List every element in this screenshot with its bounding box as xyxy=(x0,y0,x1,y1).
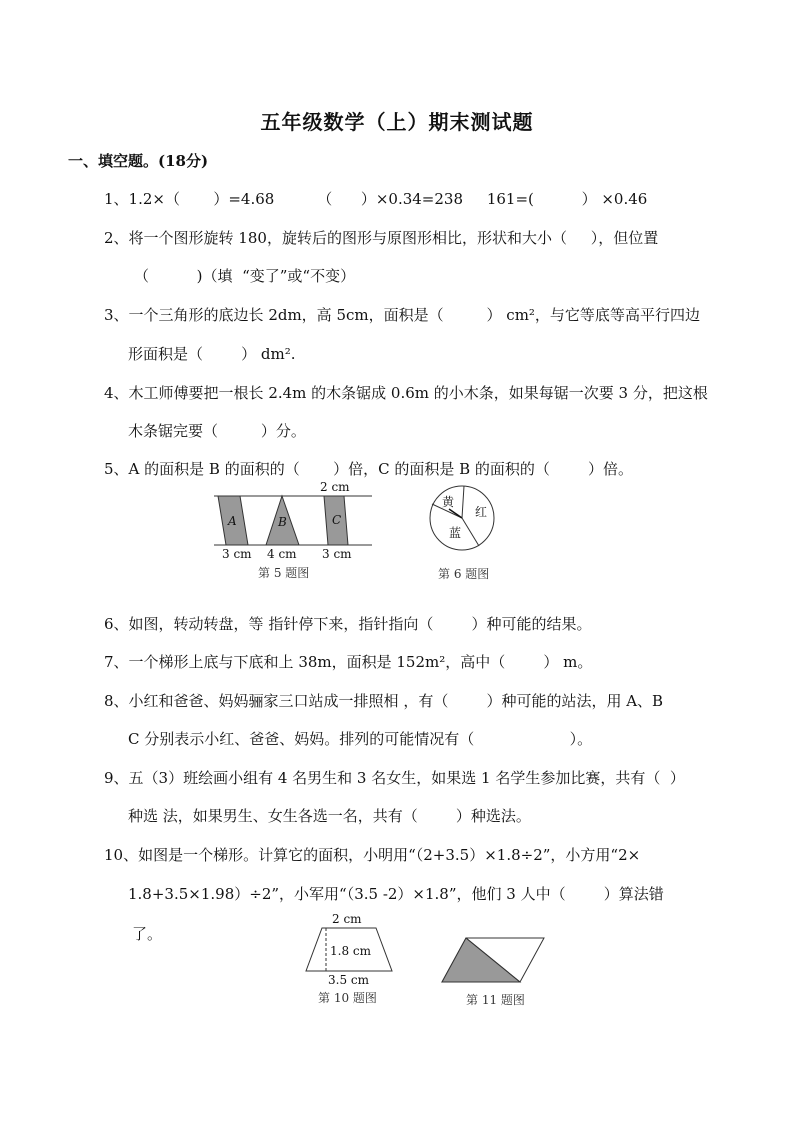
question-3-line-2: 形面积是（ ） dm². xyxy=(128,345,296,363)
fig10-bottom-label: 3.5 cm xyxy=(328,973,369,987)
fig10-height-label: 1.8 cm xyxy=(330,944,371,958)
figure-10 xyxy=(300,910,400,1008)
fig5-bottom-label-1: 3 cm xyxy=(222,547,252,561)
figure-11 xyxy=(440,930,550,1010)
question-8-line-2: C 分别表示小红、爸爸、妈妈。排列的可能情况有（ ）。 xyxy=(128,730,593,748)
question-10-line-1: 10、如图是一个梯形。计算它的面积，小明用“（2+3.5）×1.8÷2”，小方用“2× xyxy=(104,846,641,864)
question-6: 6、如图，转动转盘，等 指针停下来，指针指向（ ）种可能的结果。 xyxy=(104,615,592,633)
question-3-line-1: 3、一个三角形的底边长 2dm，高 5cm，面积是（ ） cm²，与它等底等高平行四边 xyxy=(104,306,700,324)
fig10-caption: 第 10 题图 xyxy=(318,991,377,1005)
fig5-label-a: A xyxy=(228,514,237,528)
section-heading: 一、填空题。(18分) xyxy=(68,152,209,170)
page-title: 五年级数学（上）期末测试题 xyxy=(260,110,534,134)
question-8-line-1: 8、小红和爸爸、妈妈骊家三口站成一排照相 ，有（ ）种可能的站法，用 A、B xyxy=(104,692,664,710)
fig5-label-c: C xyxy=(332,513,342,527)
question-10-line-2: 1.8+3.5×1.98）÷2”，小军用“（3.5 -2）×1.8”，他们 3 人中（ ）算法错 xyxy=(128,885,664,903)
sector-yellow: 黄 xyxy=(442,495,455,509)
fig5-caption: 第 5 题图 xyxy=(258,566,310,580)
figure-5 xyxy=(204,478,376,584)
sector-blue: 蓝 xyxy=(449,526,462,540)
fig5-top-label: 2 cm xyxy=(320,480,350,494)
fig11-caption: 第 11 题图 xyxy=(466,993,525,1007)
sector-red: 红 xyxy=(475,505,488,519)
question-5: 5、A 的面积是 B 的面积的（ ）倍，C 的面积是 B 的面积的（ ）倍。 xyxy=(104,460,634,478)
question-2-line-1: 2、将一个图形旋转 180，旋转后的图形与原图形相比，形状和大小（ ），但位置 xyxy=(104,229,659,247)
question-4-line-1: 4、木工师傅要把一根长 2.4m 的木条锯成 0.6m 的小木条，如果每锯一次要 3 分，把这根 xyxy=(104,384,708,402)
question-10-line-3: 了。 xyxy=(132,925,163,943)
question-9-line-1: 9、五（3）班绘画小组有 4 名男生和 3 名女生，如果选 1 名学生参加比赛，共有（ ） xyxy=(104,769,685,787)
question-7: 7、一个梯形上底与下底和上 38m，面积是 152m²，高中（ ） m。 xyxy=(104,653,593,671)
figure-6 xyxy=(420,482,510,584)
question-4-line-2: 木条锯完要（ ）分。 xyxy=(128,422,306,440)
fig5-bottom-label-2: 4 cm xyxy=(267,547,297,561)
question-2-line-2: （ )（填 “变了”或“不变） xyxy=(134,267,356,285)
question-1: 1、1.2×（ ）=4.68 （ ）×0.34=238 161=( ） ×0.46 xyxy=(104,190,648,208)
fig10-top-label: 2 cm xyxy=(332,912,362,926)
fig5-bottom-label-3: 3 cm xyxy=(322,547,352,561)
fig6-caption: 第 6 题图 xyxy=(438,567,490,581)
question-9-line-2: 种选 法，如果男生、女生各选一名，共有（ ）种选法。 xyxy=(128,807,531,825)
fig5-label-b: B xyxy=(278,515,287,529)
